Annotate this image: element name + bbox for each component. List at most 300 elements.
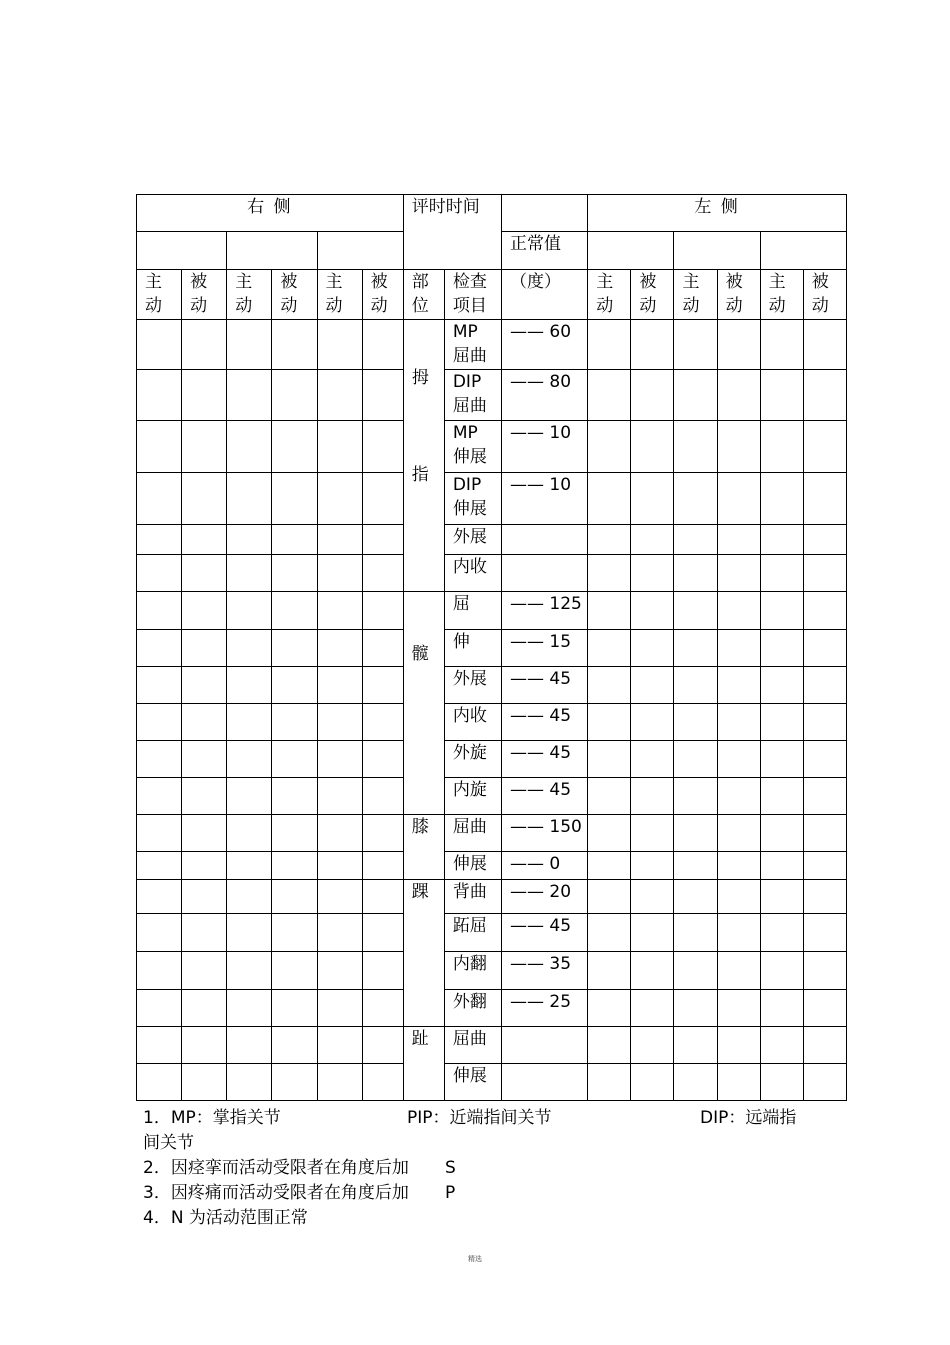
left-value-cell[interactable] <box>717 592 760 630</box>
left-value-cell[interactable] <box>588 778 631 815</box>
left-value-cell[interactable] <box>631 1064 674 1101</box>
right-value-cell[interactable] <box>182 704 227 741</box>
table-row <box>137 704 847 741</box>
normal-value-cell <box>502 525 588 555</box>
left-value-cell[interactable] <box>717 421 760 473</box>
blank-cell <box>588 232 674 270</box>
right-value-cell[interactable] <box>182 914 227 952</box>
note-2: 2．因痉挛而活动受限者在角度后加 <box>143 1158 409 1178</box>
part-label: 膝 <box>411 817 429 837</box>
right-value-cell[interactable] <box>272 952 317 990</box>
blank-cell <box>674 232 760 270</box>
left-value-cell[interactable] <box>760 704 803 741</box>
right-value-cell[interactable] <box>272 1064 317 1101</box>
left-value-cell[interactable] <box>760 852 803 880</box>
left-value-cell[interactable] <box>588 815 631 852</box>
left-value-cell[interactable] <box>631 778 674 815</box>
blank-cell <box>502 195 588 232</box>
right-value-cell[interactable] <box>272 370 317 421</box>
left-value-cell[interactable] <box>674 704 717 741</box>
right-value-cell[interactable] <box>272 630 317 667</box>
part-header: 部 位 <box>403 270 444 320</box>
item-cell <box>444 852 501 880</box>
note-1-pip: PIP：近端指间关节 <box>407 1108 552 1128</box>
active-header: 主 动 <box>317 270 362 320</box>
left-value-cell[interactable] <box>803 370 846 421</box>
left-value-cell[interactable] <box>717 741 760 778</box>
left-value-cell[interactable] <box>760 778 803 815</box>
left-value-cell[interactable] <box>674 741 717 778</box>
right-value-cell[interactable] <box>362 370 403 421</box>
right-value-cell[interactable] <box>137 952 182 990</box>
item-label: MP <box>452 423 478 443</box>
left-value-cell[interactable] <box>674 852 717 880</box>
item-cell <box>444 778 501 815</box>
right-value-cell[interactable] <box>227 421 272 473</box>
left-value-cell[interactable] <box>717 778 760 815</box>
left-value-cell[interactable] <box>674 880 717 914</box>
normal-value-cell: —— 20 <box>502 880 588 914</box>
left-value-cell[interactable] <box>760 880 803 914</box>
left-value-cell[interactable] <box>631 815 674 852</box>
left-value-cell[interactable] <box>717 473 760 525</box>
right-value-cell[interactable] <box>362 473 403 525</box>
item-label: 伸展 <box>452 1066 487 1086</box>
right-value-cell[interactable] <box>362 990 403 1027</box>
left-value-cell[interactable] <box>674 952 717 990</box>
right-value-cell[interactable] <box>227 592 272 630</box>
normal-value-cell <box>502 1027 588 1064</box>
left-value-cell[interactable] <box>803 741 846 778</box>
right-value-cell[interactable] <box>227 473 272 525</box>
left-value-cell[interactable] <box>588 704 631 741</box>
right-value-cell[interactable] <box>317 473 362 525</box>
left-value-cell[interactable] <box>588 555 631 592</box>
right-value-cell[interactable] <box>227 320 272 370</box>
right-value-cell[interactable] <box>317 555 362 592</box>
right-value-cell[interactable] <box>317 525 362 555</box>
left-value-cell[interactable] <box>760 990 803 1027</box>
left-value-cell[interactable] <box>588 990 631 1027</box>
right-value-cell[interactable] <box>362 421 403 473</box>
left-value-cell[interactable] <box>674 421 717 473</box>
left-value-cell[interactable] <box>803 421 846 473</box>
left-value-cell[interactable] <box>631 370 674 421</box>
item-label: DIP <box>452 372 482 392</box>
right-value-cell[interactable] <box>182 778 227 815</box>
item-label: 内收 <box>452 706 487 726</box>
right-value-cell[interactable] <box>317 320 362 370</box>
right-value-cell[interactable] <box>227 741 272 778</box>
right-value-cell[interactable] <box>227 1064 272 1101</box>
right-value-cell[interactable] <box>137 1027 182 1064</box>
left-value-cell[interactable] <box>803 704 846 741</box>
item-label: 外旋 <box>452 743 487 763</box>
left-value-cell[interactable] <box>631 741 674 778</box>
left-value-cell[interactable] <box>588 630 631 667</box>
left-value-cell[interactable] <box>803 815 846 852</box>
left-value-cell[interactable] <box>717 914 760 952</box>
right-value-cell[interactable] <box>137 630 182 667</box>
left-value-cell[interactable] <box>760 421 803 473</box>
right-value-cell[interactable] <box>137 990 182 1027</box>
part-label: 指 <box>411 465 429 485</box>
table-row <box>137 525 847 555</box>
table-row <box>137 815 847 852</box>
left-value-cell[interactable] <box>588 1027 631 1064</box>
right-value-cell[interactable] <box>317 370 362 421</box>
right-value-cell[interactable] <box>182 555 227 592</box>
left-value-cell[interactable] <box>760 630 803 667</box>
item-cell <box>444 1027 501 1064</box>
left-value-cell[interactable] <box>588 525 631 555</box>
left-value-cell[interactable] <box>674 630 717 667</box>
normal-value-cell: —— 125 <box>502 592 588 630</box>
left-value-cell[interactable] <box>674 778 717 815</box>
right-value-cell[interactable] <box>317 952 362 990</box>
left-value-cell[interactable] <box>760 370 803 421</box>
right-value-cell[interactable] <box>362 555 403 592</box>
left-value-cell[interactable] <box>588 473 631 525</box>
right-value-cell[interactable] <box>182 592 227 630</box>
right-value-cell[interactable] <box>362 1027 403 1064</box>
right-value-cell[interactable] <box>272 704 317 741</box>
right-value-cell[interactable] <box>137 370 182 421</box>
right-value-cell[interactable] <box>227 815 272 852</box>
table-row <box>137 880 847 914</box>
right-value-cell[interactable] <box>317 667 362 704</box>
left-value-cell[interactable] <box>803 1064 846 1101</box>
item-cell <box>444 990 501 1027</box>
left-value-cell[interactable] <box>631 880 674 914</box>
right-value-cell[interactable] <box>137 555 182 592</box>
right-value-cell[interactable] <box>227 880 272 914</box>
right-value-cell[interactable] <box>182 667 227 704</box>
table-row <box>137 952 847 990</box>
right-value-cell[interactable] <box>137 778 182 815</box>
part-cell <box>403 880 444 1027</box>
right-value-cell[interactable] <box>137 473 182 525</box>
left-value-cell[interactable] <box>717 952 760 990</box>
passive-header: 被 动 <box>182 270 227 320</box>
left-value-cell[interactable] <box>760 1064 803 1101</box>
right-value-cell[interactable] <box>362 320 403 370</box>
right-value-cell[interactable] <box>272 741 317 778</box>
right-value-cell[interactable] <box>227 952 272 990</box>
item-label: 外展 <box>452 669 487 689</box>
right-value-cell[interactable] <box>182 421 227 473</box>
footer-text: 精选 <box>468 1255 482 1263</box>
right-value-cell[interactable] <box>137 815 182 852</box>
right-value-cell[interactable] <box>137 852 182 880</box>
left-value-cell[interactable] <box>760 914 803 952</box>
right-value-cell[interactable] <box>272 525 317 555</box>
item-label: 内翻 <box>452 954 487 974</box>
left-value-cell[interactable] <box>588 421 631 473</box>
note-1-mp: 1．MP：掌指关节 <box>143 1108 281 1128</box>
right-value-cell[interactable] <box>317 815 362 852</box>
item-cell <box>444 592 501 630</box>
right-value-cell[interactable] <box>137 914 182 952</box>
left-value-cell[interactable] <box>674 815 717 852</box>
right-value-cell[interactable] <box>317 852 362 880</box>
right-value-cell[interactable] <box>227 370 272 421</box>
right-value-cell[interactable] <box>182 1064 227 1101</box>
left-value-cell[interactable] <box>760 320 803 370</box>
left-value-cell[interactable] <box>631 525 674 555</box>
right-value-cell[interactable] <box>137 592 182 630</box>
range-of-motion-table <box>136 194 847 1101</box>
right-value-cell[interactable] <box>137 525 182 555</box>
left-value-cell[interactable] <box>631 555 674 592</box>
right-value-cell[interactable] <box>362 667 403 704</box>
left-value-cell[interactable] <box>760 741 803 778</box>
left-value-cell[interactable] <box>803 1027 846 1064</box>
left-value-cell[interactable] <box>717 1064 760 1101</box>
left-value-cell[interactable] <box>674 592 717 630</box>
right-value-cell[interactable] <box>272 880 317 914</box>
left-value-cell[interactable] <box>760 592 803 630</box>
left-value-cell[interactable] <box>674 525 717 555</box>
normal-value-cell: —— 80 <box>502 370 588 421</box>
left-value-cell[interactable] <box>631 473 674 525</box>
right-value-cell[interactable] <box>317 704 362 741</box>
item-label: 内收 <box>452 557 487 577</box>
right-value-cell[interactable] <box>317 421 362 473</box>
right-value-cell[interactable] <box>272 990 317 1027</box>
right-value-cell[interactable] <box>137 880 182 914</box>
right-value-cell[interactable] <box>182 473 227 525</box>
left-value-cell[interactable] <box>760 555 803 592</box>
right-value-cell[interactable] <box>362 525 403 555</box>
left-value-cell[interactable] <box>717 990 760 1027</box>
left-value-cell[interactable] <box>803 880 846 914</box>
left-value-cell[interactable] <box>631 667 674 704</box>
right-value-cell[interactable] <box>137 421 182 473</box>
right-value-cell[interactable] <box>227 704 272 741</box>
item-label: 跖屈 <box>452 916 487 936</box>
left-value-cell[interactable] <box>803 990 846 1027</box>
left-value-cell[interactable] <box>717 555 760 592</box>
right-value-cell[interactable] <box>227 914 272 952</box>
item-header: 检查 项目 <box>444 270 501 320</box>
left-value-cell[interactable] <box>588 914 631 952</box>
left-value-cell[interactable] <box>674 370 717 421</box>
normal-value-cell: —— 0 <box>502 852 588 880</box>
right-value-cell[interactable] <box>317 741 362 778</box>
left-value-cell[interactable] <box>717 525 760 555</box>
right-value-cell[interactable] <box>137 741 182 778</box>
left-value-cell[interactable] <box>760 667 803 704</box>
item-cell <box>444 1064 501 1101</box>
left-value-cell[interactable] <box>588 1064 631 1101</box>
left-value-cell[interactable] <box>760 525 803 555</box>
right-value-cell[interactable] <box>362 778 403 815</box>
right-value-cell[interactable] <box>182 952 227 990</box>
left-value-cell[interactable] <box>803 555 846 592</box>
table-row <box>137 741 847 778</box>
item-cell <box>444 320 501 370</box>
note-3-p: P <box>445 1183 456 1203</box>
right-value-cell[interactable] <box>317 592 362 630</box>
right-value-cell[interactable] <box>182 525 227 555</box>
right-value-cell[interactable] <box>317 1064 362 1101</box>
left-value-cell[interactable] <box>674 1064 717 1101</box>
left-value-cell[interactable] <box>717 880 760 914</box>
left-value-cell[interactable] <box>760 1027 803 1064</box>
part-label: 拇 <box>411 368 429 388</box>
right-value-cell[interactable] <box>227 525 272 555</box>
table-row <box>137 914 847 952</box>
left-value-cell[interactable] <box>674 320 717 370</box>
left-value-cell[interactable] <box>803 914 846 952</box>
left-value-cell[interactable] <box>803 667 846 704</box>
left-value-cell[interactable] <box>674 1027 717 1064</box>
left-value-cell[interactable] <box>588 320 631 370</box>
right-value-cell[interactable] <box>272 852 317 880</box>
normal-value-cell: —— 45 <box>502 741 588 778</box>
normal-value-cell: —— 150 <box>502 815 588 852</box>
left-value-cell[interactable] <box>631 852 674 880</box>
left-value-cell[interactable] <box>588 852 631 880</box>
right-value-cell[interactable] <box>362 1064 403 1101</box>
left-value-cell[interactable] <box>631 914 674 952</box>
right-value-cell[interactable] <box>182 630 227 667</box>
left-value-cell[interactable] <box>760 473 803 525</box>
left-value-cell[interactable] <box>717 852 760 880</box>
right-value-cell[interactable] <box>227 852 272 880</box>
right-value-cell[interactable] <box>137 1064 182 1101</box>
right-value-cell[interactable] <box>182 741 227 778</box>
left-value-cell[interactable] <box>631 990 674 1027</box>
right-value-cell[interactable] <box>227 555 272 592</box>
left-value-cell[interactable] <box>631 421 674 473</box>
left-value-cell[interactable] <box>803 473 846 525</box>
left-value-cell[interactable] <box>803 592 846 630</box>
left-value-cell[interactable] <box>588 880 631 914</box>
right-value-cell[interactable] <box>317 880 362 914</box>
right-value-cell[interactable] <box>182 320 227 370</box>
right-value-cell[interactable] <box>182 852 227 880</box>
right-value-cell[interactable] <box>362 592 403 630</box>
left-value-cell[interactable] <box>674 990 717 1027</box>
left-value-cell[interactable] <box>588 370 631 421</box>
right-value-cell[interactable] <box>227 630 272 667</box>
right-value-cell[interactable] <box>362 880 403 914</box>
right-value-cell[interactable] <box>272 914 317 952</box>
left-value-cell[interactable] <box>674 555 717 592</box>
left-value-cell[interactable] <box>631 1027 674 1064</box>
left-value-cell[interactable] <box>631 630 674 667</box>
left-value-cell[interactable] <box>717 667 760 704</box>
right-value-cell[interactable] <box>272 592 317 630</box>
right-value-cell[interactable] <box>362 704 403 741</box>
right-value-cell[interactable] <box>317 990 362 1027</box>
left-value-cell[interactable] <box>717 704 760 741</box>
item-cell <box>444 525 501 555</box>
left-value-cell[interactable] <box>674 914 717 952</box>
left-value-cell[interactable] <box>717 815 760 852</box>
left-value-cell[interactable] <box>588 952 631 990</box>
left-value-cell[interactable] <box>760 815 803 852</box>
right-value-cell[interactable] <box>227 1027 272 1064</box>
right-value-cell[interactable] <box>317 1027 362 1064</box>
item-cell <box>444 667 501 704</box>
left-value-cell[interactable] <box>717 1027 760 1064</box>
right-value-cell[interactable] <box>362 815 403 852</box>
normal-value-cell: —— 45 <box>502 667 588 704</box>
right-value-cell[interactable] <box>362 630 403 667</box>
right-value-cell[interactable] <box>317 778 362 815</box>
left-value-cell[interactable] <box>674 473 717 525</box>
item-label: MP <box>452 322 478 342</box>
left-value-cell[interactable] <box>588 741 631 778</box>
left-value-cell[interactable] <box>631 704 674 741</box>
left-value-cell[interactable] <box>631 320 674 370</box>
right-value-cell[interactable] <box>317 914 362 952</box>
left-value-cell[interactable] <box>631 592 674 630</box>
table-row <box>137 852 847 880</box>
right-value-cell[interactable] <box>272 815 317 852</box>
right-value-cell[interactable] <box>362 952 403 990</box>
left-value-cell[interactable] <box>803 778 846 815</box>
left-value-cell[interactable] <box>803 320 846 370</box>
left-value-cell[interactable] <box>803 630 846 667</box>
left-value-cell[interactable] <box>588 592 631 630</box>
right-value-cell[interactable] <box>182 880 227 914</box>
right-value-cell[interactable] <box>272 667 317 704</box>
right-value-cell[interactable] <box>272 555 317 592</box>
right-value-cell[interactable] <box>182 815 227 852</box>
right-value-cell[interactable] <box>272 421 317 473</box>
table-row <box>137 778 847 815</box>
right-value-cell[interactable] <box>227 990 272 1027</box>
right-value-cell[interactable] <box>182 370 227 421</box>
left-value-cell[interactable] <box>674 667 717 704</box>
left-value-cell[interactable] <box>717 630 760 667</box>
right-value-cell[interactable] <box>182 990 227 1027</box>
right-value-cell[interactable] <box>362 852 403 880</box>
notes <box>143 1106 823 1231</box>
left-value-cell[interactable] <box>588 667 631 704</box>
table-row <box>137 320 847 370</box>
part-cell <box>403 592 444 815</box>
left-value-cell[interactable] <box>803 852 846 880</box>
right-value-cell[interactable] <box>182 1027 227 1064</box>
right-value-cell[interactable] <box>272 1027 317 1064</box>
left-value-cell[interactable] <box>803 952 846 990</box>
left-value-cell[interactable] <box>631 952 674 990</box>
right-value-cell[interactable] <box>362 914 403 952</box>
right-value-cell[interactable] <box>272 320 317 370</box>
left-value-cell[interactable] <box>760 952 803 990</box>
left-value-cell[interactable] <box>717 320 760 370</box>
blank-cell <box>137 232 227 270</box>
right-value-cell[interactable] <box>137 320 182 370</box>
right-value-cell[interactable] <box>227 778 272 815</box>
left-value-cell[interactable] <box>717 370 760 421</box>
active-header: 主 动 <box>588 270 631 320</box>
right-value-cell[interactable] <box>137 704 182 741</box>
right-value-cell[interactable] <box>227 667 272 704</box>
normal-value-cell: —— 45 <box>502 914 588 952</box>
right-value-cell[interactable] <box>362 741 403 778</box>
right-value-cell[interactable] <box>272 473 317 525</box>
right-value-cell[interactable] <box>317 630 362 667</box>
left-value-cell[interactable] <box>803 525 846 555</box>
right-value-cell[interactable] <box>272 778 317 815</box>
right-value-cell[interactable] <box>137 667 182 704</box>
